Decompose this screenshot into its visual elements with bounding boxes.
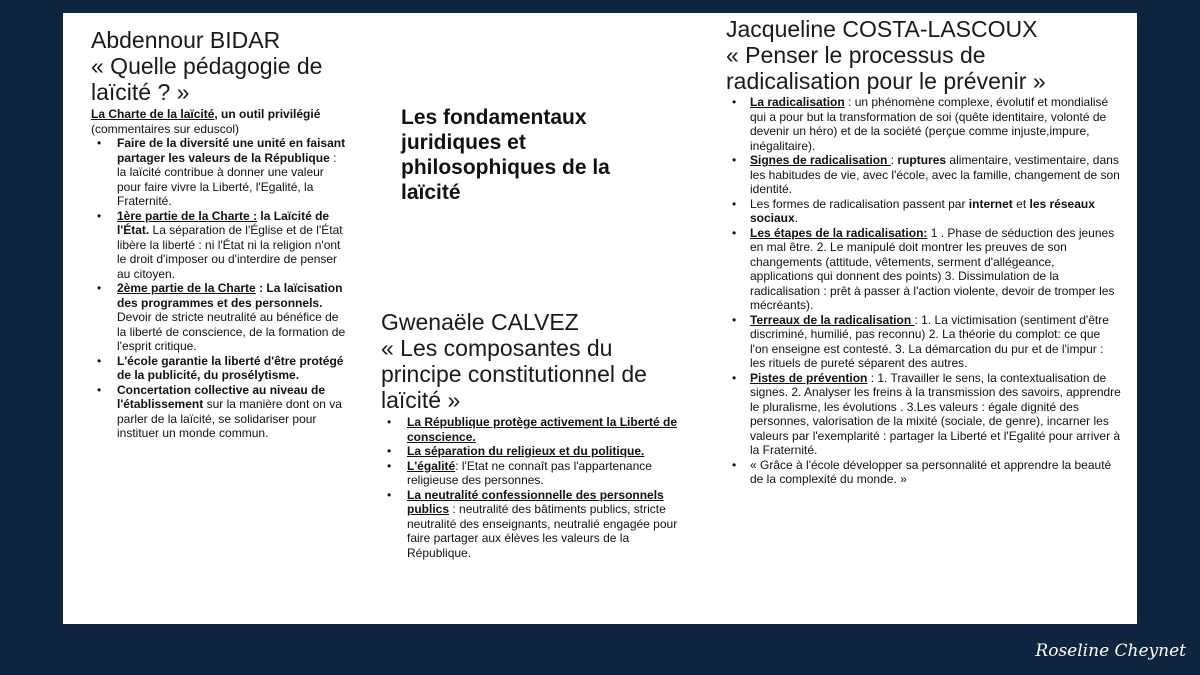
costa-author: Jacqueline COSTA-LASCOUX xyxy=(726,16,1038,42)
list-item: • La radicalisation : un phénomène complexe, évolutif et mondialisé qui a pour but la transformation de soi (quête identitaire, volonté de devenir un héro) et de la société (perçue comme injuste,impure, inégalitaire). xyxy=(726,95,1121,153)
bidar-intro-link: La Charte de la laïcité xyxy=(91,107,215,121)
list-item: • L'égalité: l'Etat ne connaît pas l'appartenance religieuse des personnes. xyxy=(381,459,681,488)
calvez-author: Gwenaële CALVEZ xyxy=(381,309,579,335)
calvez-column xyxy=(381,309,681,560)
bidar-list xyxy=(91,136,349,441)
calvez-list xyxy=(381,415,681,560)
list-item: • La neutralité confessionnelle des personnels publics : neutralité des bâtiments publics, stricte neutralité des enseignants, neutralié engagée pour faire partager aux élèves les valeurs de la République. xyxy=(381,488,681,561)
bidar-author: Abdennour BIDAR xyxy=(91,27,281,53)
calvez-subtitle: « Les composantes du principe constitutionnel de laïcité » xyxy=(381,335,647,413)
list-item: • La République protège activement la Liberté de conscience. xyxy=(381,415,681,444)
bidar-intro-bold: , un outil privilégié xyxy=(214,107,321,121)
list-item: • Les étapes de la radicalisation: 1 . Phase de séduction des jeunes en mal être. 2. Le manipulé doit montrer les preuves de son changements (attitude, vêtements, serment d'allégeance, applications qui donnent des points) 3. Dissimulation de la radicalisation : prêt à passer à l'action violente, devoir de tromper les mécréants). xyxy=(726,226,1121,313)
list-item: • Faire de la diversité une unité en faisant partager les valeurs de la République : la laïcité contribue à donner une valeur pour faire vivre la Liberté, l'Egalité, la Fraternité. xyxy=(91,136,349,209)
list-item: • Terreaux de la radicalisation : 1. La victimisation (sentiment d'être discriminé, humilié, pas reconnu) 2. La théorie du complot: ce que l'on enseigne est contesté. 3. La démarcation du pur et de l'impur : les rituels de pureté séparent des autres. xyxy=(726,313,1121,371)
list-item: • Concertation collective au niveau de l'établissement sur la manière dont on va parler de la laïcité, se solidariser pour instituer un monde commun. xyxy=(91,383,349,441)
list-item: • 2ème partie de la Charte : La laïcisation des programmes et des personnels. Devoir de stricte neutralité au bénéfice de la liberté de conscience, de la formation de l'esprit critique. xyxy=(91,281,349,354)
bidar-subtitle: « Quelle pédagogie de laïcité ? » xyxy=(91,53,323,105)
slide xyxy=(63,13,1137,624)
list-item: • 1ère partie de la Charte : la Laïcité de l'État. La séparation de l'Église et de l'État libère la liberté : ni l'État ni la religion n'ont le droit d'imposer ou d'interdire de penser au citoyen. xyxy=(91,209,349,282)
bidar-column xyxy=(91,27,349,441)
slide-title: Les fondamentaux juridiques et philosophiques de la laïcité xyxy=(401,106,610,204)
costa-list xyxy=(726,95,1121,487)
list-item: • La séparation du religieux et du politique. xyxy=(381,444,681,459)
list-item: • Signes de radicalisation : ruptures alimentaire, vestimentaire, dans les habitudes de vie, avec l'école, avec la famille, changement de son identité. xyxy=(726,153,1121,197)
costa-column xyxy=(726,16,1121,487)
costa-subtitle: « Penser le processus de radicalisation pour le prévenir » xyxy=(726,42,1046,94)
bidar-intro-rest: (commentaires sur eduscol) xyxy=(91,121,240,136)
list-item: • Pistes de prévention : 1. Travailler le sens, la contextualisation de signes. 2. Analyser les freins à la transmission des savoirs, apprendre le pluralisme, les évolutions . 3.Les valeurs : égale dignité des personnes, valorisation de la mixité (sociale, de genre), incarner les valeurs par l'exemplarité : partager la Liberté et l'Egalité pour arriver à la Fraternité. xyxy=(726,371,1121,458)
list-item: • L'école garantie la liberté d'être protégé de la publicité, du prosélytisme. xyxy=(91,354,349,383)
list-item: • « Grâce à l'école développer sa personnalité et apprendre la beauté de la complexité du monde. » xyxy=(726,458,1121,487)
author-signature: Roseline Cheynet xyxy=(1035,641,1186,661)
list-item: • Les formes de radicalisation passent par internet et les réseaux sociaux. xyxy=(726,197,1121,226)
bidar-intro xyxy=(91,107,349,136)
